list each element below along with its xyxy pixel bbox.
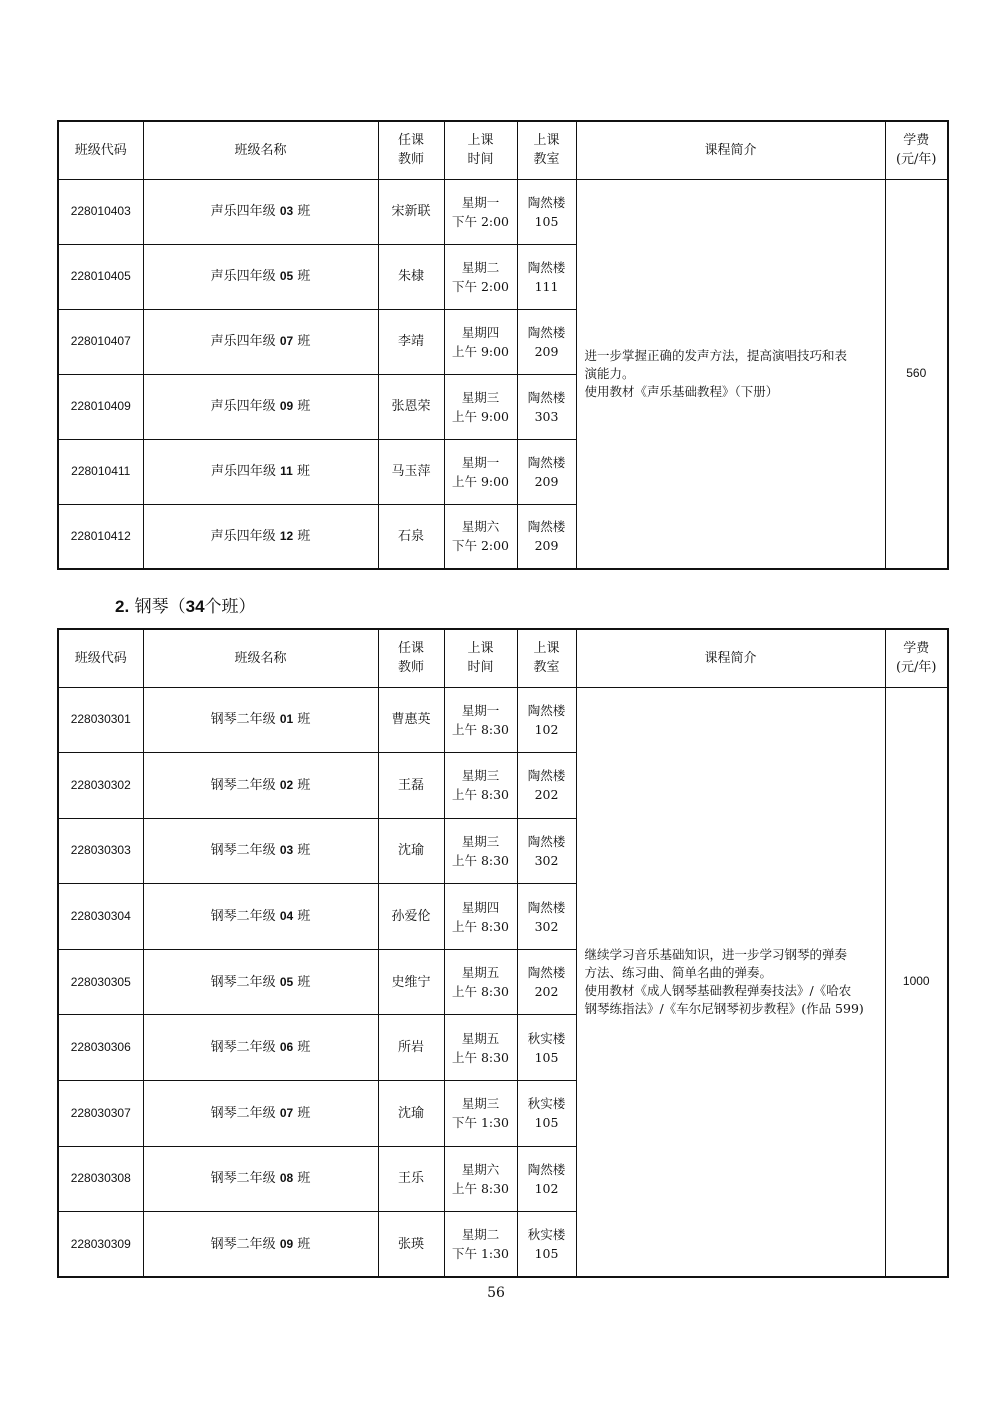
header-description: 课程简介 [576,121,885,179]
class-room: 陶然楼 209 [517,309,576,374]
class-name: 钢琴二年级 02 班 [143,753,378,819]
class-code: 228010405 [58,244,143,309]
class-time: 星期三 上午 9:00 [444,374,517,439]
teacher-name: 李靖 [378,309,444,374]
class-room: 陶然楼 302 [517,818,576,884]
teacher-name: 曹惠英 [378,687,444,753]
class-room: 陶然楼 303 [517,374,576,439]
class-name: 声乐四年级 12 班 [143,504,378,569]
tuition-fee: 1000 [885,687,948,1277]
header-class-code: 班级代码 [58,121,143,179]
class-time: 星期二 下午 1:30 [444,1212,517,1278]
class-name: 声乐四年级 07 班 [143,309,378,374]
header-description: 课程简介 [576,629,885,687]
class-room: 陶然楼 111 [517,244,576,309]
header-fee: 学费 (元/年) [885,121,948,179]
header-class-name: 班级名称 [143,629,378,687]
class-name: 钢琴二年级 06 班 [143,1015,378,1081]
teacher-name: 沈瑜 [378,1081,444,1147]
class-name: 钢琴二年级 08 班 [143,1146,378,1212]
header-teacher: 任课 教师 [378,629,444,687]
table-header-row [58,121,948,179]
header-fee: 学费 (元/年) [885,629,948,687]
class-room: 陶然楼 209 [517,439,576,504]
class-room: 陶然楼 202 [517,753,576,819]
class-name: 钢琴二年级 07 班 [143,1081,378,1147]
teacher-name: 朱棣 [378,244,444,309]
course-description: 进一步掌握正确的发声方法，提高演唱技巧和表 演能力。 使用教材《声乐基础教程》（下册） [576,179,885,569]
class-code: 228010409 [58,374,143,439]
teacher-name: 石泉 [378,504,444,569]
section-heading-piano: 2. 钢琴（34个班） [115,597,256,617]
class-name: 声乐四年级 05 班 [143,244,378,309]
class-name: 钢琴二年级 03 班 [143,818,378,884]
class-room: 秋实楼 105 [517,1015,576,1081]
class-code: 228030307 [58,1081,143,1147]
header-room: 上课 教室 [517,629,576,687]
class-code: 228010403 [58,179,143,244]
class-code: 228030302 [58,753,143,819]
header-time: 上课 时间 [444,121,517,179]
table-row [58,179,948,244]
table-row [58,687,948,753]
teacher-name: 王磊 [378,753,444,819]
class-code: 228030301 [58,687,143,753]
course-description: 继续学习音乐基础知识，进一步学习钢琴的弹奏 方法、练习曲、简单名曲的弹奏。 使用教材《成人钢琴基础教程弹奏技法》/《哈农 钢琴练指法》/《车尔尼钢琴初步教程》(作品 599) [576,687,885,1277]
class-code: 228010412 [58,504,143,569]
table-header-row [58,629,948,687]
class-name: 声乐四年级 09 班 [143,374,378,439]
class-room: 陶然楼 102 [517,1146,576,1212]
class-name: 钢琴二年级 05 班 [143,949,378,1015]
class-name: 钢琴二年级 04 班 [143,884,378,950]
class-room: 陶然楼 209 [517,504,576,569]
class-code: 228010407 [58,309,143,374]
class-time: 星期三 下午 1:30 [444,1081,517,1147]
class-room: 陶然楼 302 [517,884,576,950]
class-name: 钢琴二年级 01 班 [143,687,378,753]
teacher-name: 张恩荣 [378,374,444,439]
class-time: 星期五 上午 8:30 [444,1015,517,1081]
class-code: 228010411 [58,439,143,504]
class-time: 星期一 上午 8:30 [444,687,517,753]
vocal-class-table [57,120,949,570]
class-time: 星期一 下午 2:00 [444,179,517,244]
page-number: 56 [487,1285,505,1301]
header-time: 上课 时间 [444,629,517,687]
teacher-name: 张瑛 [378,1212,444,1278]
class-code: 228030303 [58,818,143,884]
teacher-name: 史维宁 [378,949,444,1015]
class-time: 星期六 下午 2:00 [444,504,517,569]
class-room: 陶然楼 202 [517,949,576,1015]
class-code: 228030304 [58,884,143,950]
teacher-name: 王乐 [378,1146,444,1212]
class-time: 星期三 上午 8:30 [444,818,517,884]
class-name: 钢琴二年级 09 班 [143,1212,378,1278]
class-time: 星期二 下午 2:00 [444,244,517,309]
header-class-code: 班级代码 [58,629,143,687]
class-time: 星期五 上午 8:30 [444,949,517,1015]
class-time: 星期四 上午 9:00 [444,309,517,374]
class-name: 声乐四年级 11 班 [143,439,378,504]
class-code: 228030305 [58,949,143,1015]
class-room: 秋实楼 105 [517,1081,576,1147]
class-time: 星期三 上午 8:30 [444,753,517,819]
class-code: 228030308 [58,1146,143,1212]
class-code: 228030306 [58,1015,143,1081]
class-time: 星期六 上午 8:30 [444,1146,517,1212]
class-name: 声乐四年级 03 班 [143,179,378,244]
teacher-name: 孙爱伦 [378,884,444,950]
class-time: 星期四 上午 8:30 [444,884,517,950]
class-time: 星期一 上午 9:00 [444,439,517,504]
class-room: 陶然楼 102 [517,687,576,753]
header-teacher: 任课 教师 [378,121,444,179]
class-code: 228030309 [58,1212,143,1278]
teacher-name: 宋新联 [378,179,444,244]
class-room: 秋实楼 105 [517,1212,576,1278]
teacher-name: 所岩 [378,1015,444,1081]
tuition-fee: 560 [885,179,948,569]
class-room: 陶然楼 105 [517,179,576,244]
piano-class-table [57,628,949,1278]
header-room: 上课 教室 [517,121,576,179]
header-class-name: 班级名称 [143,121,378,179]
teacher-name: 沈瑜 [378,818,444,884]
teacher-name: 马玉萍 [378,439,444,504]
